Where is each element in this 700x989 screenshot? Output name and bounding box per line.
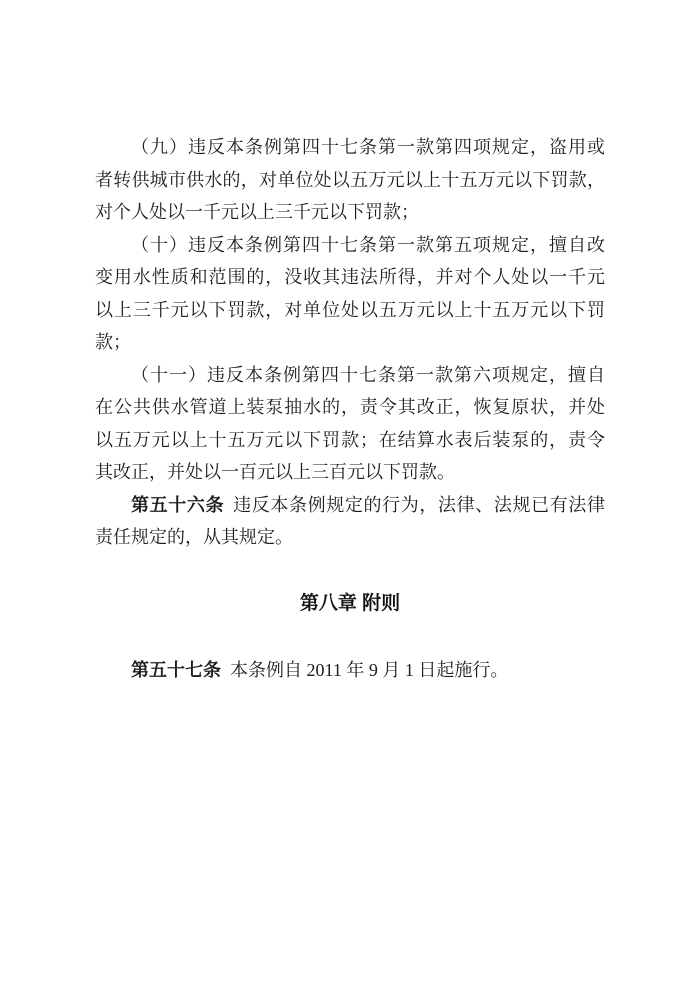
text-line: 第五十六条 违反本条例规定的行为，法律、法规已有法律	[131, 494, 605, 515]
legal-paragraph	[95, 131, 605, 229]
text-line: 以五万元以上十五万元以下罚款；在结算水表后装泵的，责令	[95, 429, 605, 450]
closing-text: 本条例自 2011 年 9 月 1 日起施行。	[230, 660, 509, 680]
article-number: 第五十七条	[131, 660, 221, 680]
text-line: 责任规定的，从其规定。	[95, 527, 293, 547]
text-line: 对个人处以一千元以上三千元以下罚款；	[95, 202, 419, 222]
text-line: 以上三千元以下罚款，对单位处以五万元以上十五万元以下罚	[95, 299, 605, 320]
text-line: （十）违反本条例第四十七条第一款第五项规定，擅自改	[131, 234, 605, 255]
text-line: 款；	[95, 332, 131, 352]
paragraph-list	[95, 131, 605, 554]
article-number: 第五十六条	[131, 494, 225, 515]
legal-paragraph	[95, 489, 605, 554]
legal-paragraph	[95, 229, 605, 359]
legal-paragraph	[95, 359, 605, 489]
text-line: 变用水性质和范围的，没收其违法所得，并对个人处以一千元	[95, 267, 605, 287]
text-line: 在公共供水管道上装泵抽水的，责令其改正，恢复原状，并处	[95, 397, 605, 417]
text-line: （十一）违反本条例第四十七条第一款第六项规定，擅自	[131, 364, 605, 385]
closing-paragraph	[95, 654, 605, 687]
text-line: 者转供城市供水的，对单位处以五万元以上十五万元以下罚款，	[95, 169, 605, 190]
text-line: 其改正，并处以一百元以上三百元以下罚款。	[95, 462, 455, 482]
text-line: （九）违反本条例第四十七条第一款第四项规定，盗用或	[131, 137, 605, 157]
chapter-heading: 第八章 附则	[299, 592, 401, 614]
